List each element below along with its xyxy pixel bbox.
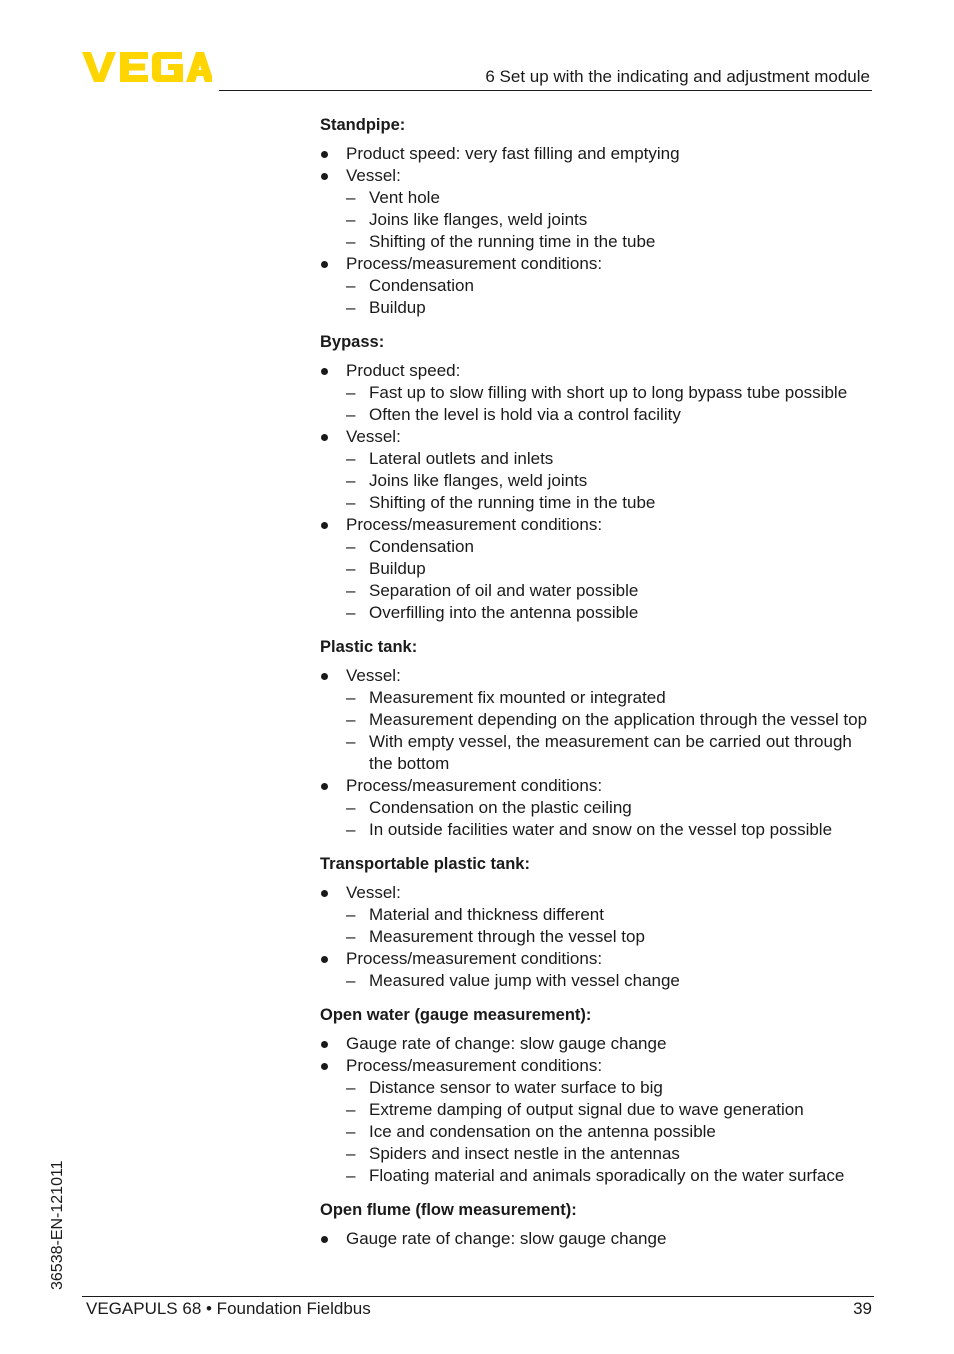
sub-item-text: Spiders and insect nestle in the antennas — [369, 1144, 680, 1163]
bullet-list — [320, 360, 880, 624]
dash-icon: – — [346, 581, 356, 600]
dash-icon: – — [346, 732, 356, 751]
dash-icon: – — [346, 1144, 356, 1163]
dash-icon: – — [346, 537, 356, 556]
bullet-text: Process/measurement conditions: — [346, 515, 603, 534]
bullet-dot-icon — [321, 368, 328, 375]
document-id: 36538-EN-121011 — [49, 1160, 66, 1290]
sub-item-text: Distance sensor to water surface to big — [369, 1078, 663, 1097]
bullet-item — [320, 143, 880, 165]
sub-item — [346, 731, 880, 775]
sub-item — [346, 187, 880, 209]
sub-item-text: Condensation — [369, 537, 474, 556]
section-title: Open water (gauge measurement): — [320, 1006, 592, 1024]
sub-item-text: Joins like flanges, weld joints — [369, 471, 588, 490]
dash-icon: – — [346, 188, 356, 207]
bullet-dot-icon — [321, 956, 328, 963]
bullet-item — [320, 1055, 880, 1187]
sub-list — [346, 687, 880, 775]
bullet-item — [320, 360, 880, 426]
sub-item — [346, 580, 880, 602]
sub-item — [346, 1143, 880, 1165]
sub-item-text: Lateral outlets and inlets — [369, 449, 554, 468]
section-title: Standpipe: — [320, 116, 406, 134]
sub-item — [346, 470, 880, 492]
sub-item-text: Measured value jump with vessel change — [369, 971, 680, 990]
bullet-text: Vessel: — [346, 883, 401, 902]
bullet-text: Process/measurement conditions: — [346, 776, 603, 795]
sub-item-text: Fast up to slow filling with short up to long bypass tube possible — [369, 383, 848, 402]
section-title: Plastic tank: — [320, 638, 418, 656]
sub-item — [346, 404, 880, 426]
sub-item-text: Joins like flanges, weld joints — [369, 210, 588, 229]
bullet-item — [320, 665, 880, 775]
dash-icon: – — [346, 1122, 356, 1141]
sub-item — [346, 492, 880, 514]
sub-list — [346, 1077, 880, 1187]
sub-item-text: Buildup — [369, 559, 426, 578]
sub-item-text: Extreme damping of output signal due to wave generation — [369, 1100, 804, 1119]
dash-icon: – — [346, 905, 356, 924]
sub-item-text: Vent hole — [369, 188, 440, 207]
bullet-text: Product speed: — [346, 361, 461, 380]
bullet-dot-icon — [321, 434, 328, 441]
sub-item — [346, 275, 880, 297]
bullet-dot-icon — [321, 173, 328, 180]
sub-item — [346, 687, 880, 709]
sub-item — [346, 709, 880, 731]
bullet-dot-icon — [321, 261, 328, 268]
sub-item-text: With empty vessel, the measurement can be carried out through the bottom — [369, 732, 852, 773]
dash-icon: – — [346, 927, 356, 946]
footer-divider — [82, 1296, 874, 1297]
bullet-dot-icon — [321, 1063, 328, 1070]
bullet-list — [320, 1228, 880, 1250]
sub-item-text: In outside facilities water and snow on the vessel top possible — [369, 820, 833, 839]
sub-item — [346, 602, 880, 624]
section-title: Bypass: — [320, 333, 385, 351]
dash-icon: – — [346, 1100, 356, 1119]
dash-icon: – — [346, 493, 356, 512]
sub-item-text: Shifting of the running time in the tube — [369, 232, 656, 251]
sub-item-text: Often the level is hold via a control facility — [369, 405, 681, 424]
dash-icon: – — [346, 1078, 356, 1097]
sub-list — [346, 275, 880, 319]
dash-icon: – — [346, 471, 356, 490]
sub-item-text: Overfilling into the antenna possible — [369, 603, 639, 622]
sub-item — [346, 297, 880, 319]
sub-item — [346, 970, 880, 992]
bullet-item — [320, 253, 880, 319]
bullet-text: Gauge rate of change: slow gauge change — [346, 1229, 667, 1248]
bullet-text: Vessel: — [346, 427, 401, 446]
sub-item-text: Ice and condensation on the antenna possible — [369, 1122, 716, 1141]
bullet-dot-icon — [321, 673, 328, 680]
bullet-text: Gauge rate of change: slow gauge change — [346, 1034, 667, 1053]
bullet-list — [320, 143, 880, 319]
bullet-item — [320, 426, 880, 514]
sub-list — [346, 797, 880, 841]
bullet-dot-icon — [321, 783, 328, 790]
dash-icon: – — [346, 210, 356, 229]
bullet-dot-icon — [321, 1041, 328, 1048]
dash-icon: – — [346, 559, 356, 578]
dash-icon: – — [346, 298, 356, 317]
dash-icon: – — [346, 449, 356, 468]
footer-product: VEGAPULS 68 • Foundation Fieldbus — [86, 1299, 371, 1318]
sub-item — [346, 1099, 880, 1121]
section-title: Transportable plastic tank: — [320, 855, 530, 873]
dash-icon: – — [346, 798, 356, 817]
bullet-item — [320, 775, 880, 841]
sub-item-text: Separation of oil and water possible — [369, 581, 639, 600]
sub-item — [346, 448, 880, 470]
sub-item-text: Shifting of the running time in the tube — [369, 493, 656, 512]
sub-item — [346, 926, 880, 948]
sub-item-text: Condensation on the plastic ceiling — [369, 798, 632, 817]
sub-list — [346, 970, 880, 992]
sub-item-text: Measurement depending on the application through the vessel top — [369, 710, 868, 729]
bullet-item — [320, 948, 880, 992]
sub-item — [346, 382, 880, 404]
sub-item — [346, 1165, 880, 1187]
section-title: Open flume (flow measurement): — [320, 1201, 577, 1219]
sub-list — [346, 382, 880, 426]
bullet-text: Vessel: — [346, 166, 401, 185]
sub-list — [346, 536, 880, 624]
sub-item-text: Measurement through the vessel top — [369, 927, 645, 946]
sub-item — [346, 558, 880, 580]
dash-icon: – — [346, 383, 356, 402]
sub-item — [346, 536, 880, 558]
bullet-item — [320, 1228, 880, 1250]
sub-item — [346, 209, 880, 231]
dash-icon: – — [346, 276, 356, 295]
dash-icon: – — [346, 1166, 356, 1185]
bullet-text: Product speed: very fast filling and emptying — [346, 144, 680, 163]
bullet-text: Process/measurement conditions: — [346, 949, 603, 968]
dash-icon: – — [346, 603, 356, 622]
sub-item-text: Floating material and animals sporadically on the water surface — [369, 1166, 845, 1185]
bullet-item — [320, 165, 880, 253]
bullet-dot-icon — [321, 522, 328, 529]
sub-item — [346, 231, 880, 253]
sub-item-text: Measurement fix mounted or integrated — [369, 688, 666, 707]
sub-item — [346, 1077, 880, 1099]
sub-item — [346, 1121, 880, 1143]
sub-list — [346, 187, 880, 253]
bullet-text: Process/measurement conditions: — [346, 254, 603, 273]
bullet-dot-icon — [321, 1236, 328, 1243]
page-number: 39 — [853, 1299, 872, 1318]
bullet-list — [320, 882, 880, 992]
dash-icon: – — [346, 710, 356, 729]
dash-icon: – — [346, 820, 356, 839]
bullet-text: Vessel: — [346, 666, 401, 685]
sub-item-text: Condensation — [369, 276, 474, 295]
sub-item-text: Buildup — [369, 298, 426, 317]
chapter-title: 6 Set up with the indicating and adjustment module — [485, 67, 870, 86]
dash-icon: – — [346, 688, 356, 707]
header-divider — [219, 90, 872, 91]
bullet-item — [320, 1033, 880, 1055]
bullet-list — [320, 1033, 880, 1187]
bullet-list — [320, 665, 880, 841]
sub-item — [346, 819, 880, 841]
sub-list — [346, 904, 880, 948]
sub-item — [346, 904, 880, 926]
main-content — [320, 114, 880, 1262]
bullet-text: Process/measurement conditions: — [346, 1056, 603, 1075]
bullet-item — [320, 882, 880, 948]
bullet-dot-icon — [321, 890, 328, 897]
dash-icon: – — [346, 232, 356, 251]
bullet-item — [320, 514, 880, 624]
dash-icon: – — [346, 405, 356, 424]
sub-list — [346, 448, 880, 514]
bullet-dot-icon — [321, 151, 328, 158]
sub-item — [346, 797, 880, 819]
sub-item-text: Material and thickness different — [369, 905, 604, 924]
dash-icon: – — [346, 971, 356, 990]
vega-logo — [82, 50, 212, 84]
